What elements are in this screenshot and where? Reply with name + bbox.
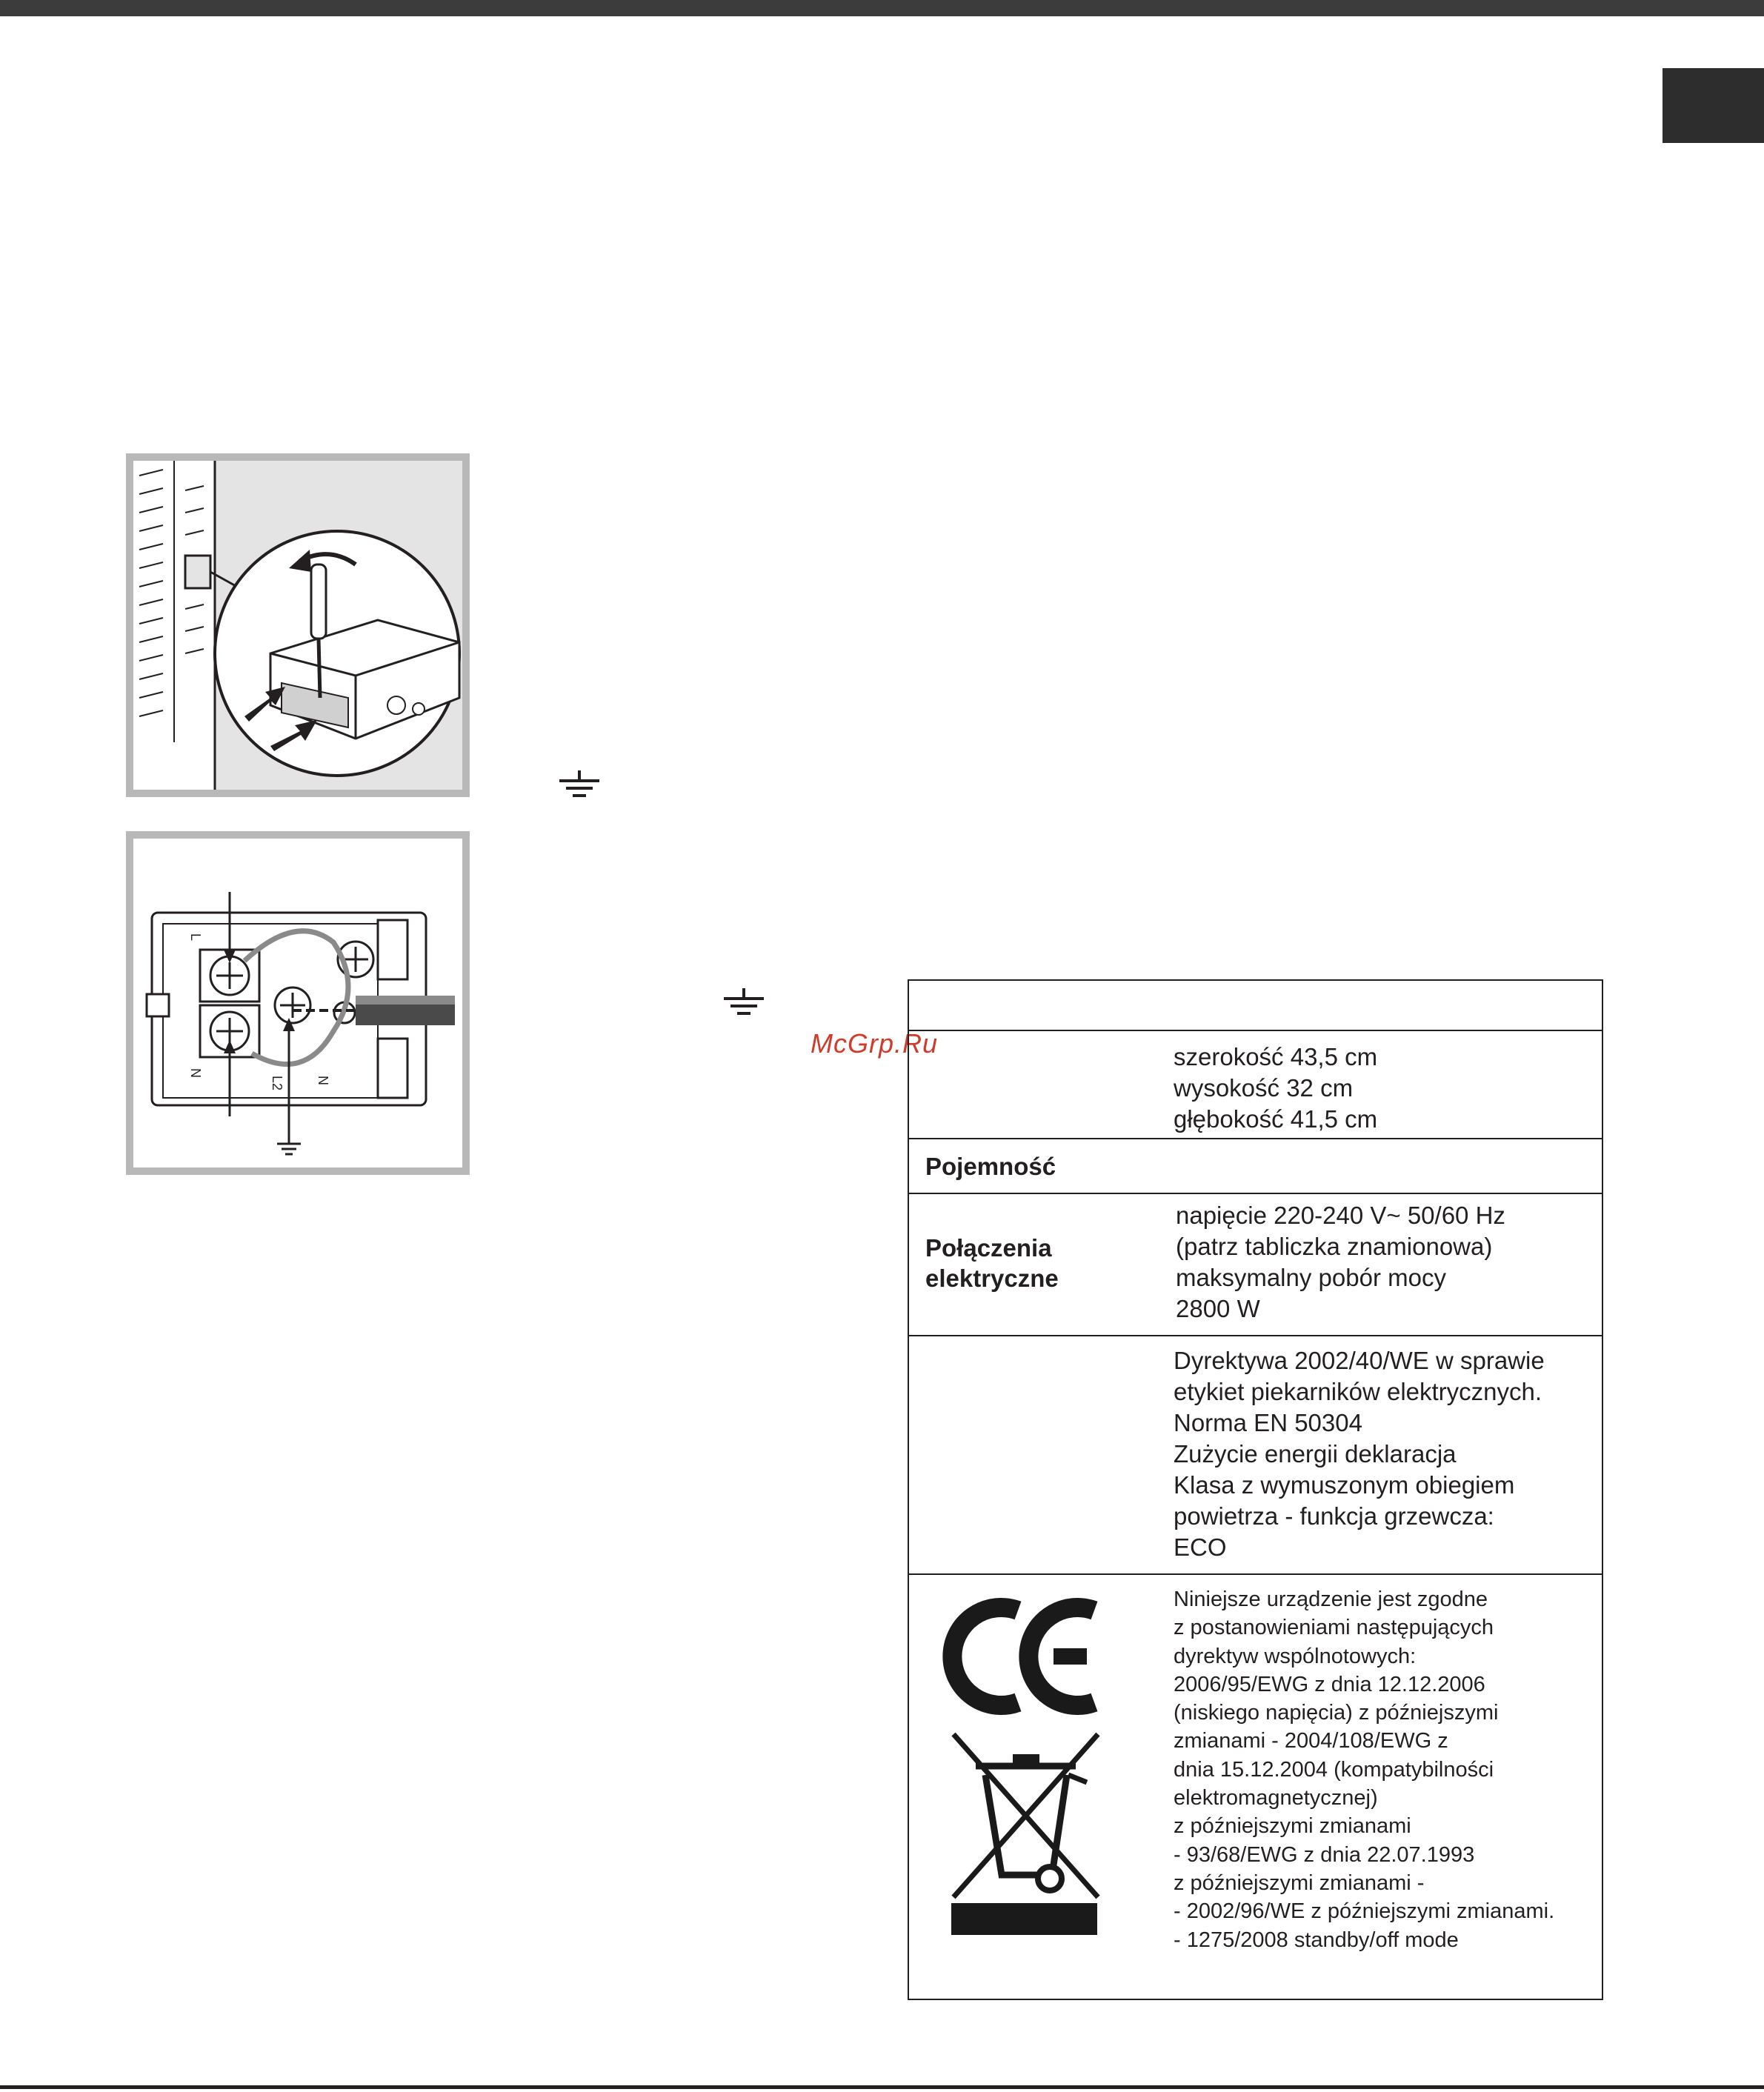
earth-ground-icon (722, 988, 765, 1018)
dimension-height: wysokość 32 cm (1174, 1074, 1354, 1102)
svg-text:CE: CE (950, 1588, 967, 1600)
crossed-out-bin-icon (950, 1730, 1102, 1901)
language-tab (1663, 68, 1764, 143)
terminal-label-n: N (188, 1068, 203, 1078)
terminal-label-l2: L2 (270, 1076, 284, 1091)
terminal-block-icon (133, 839, 462, 1167)
bottom-rule (0, 2085, 1764, 2089)
terminal-label-l: L (188, 933, 203, 942)
table-row-energy-label (909, 1336, 1602, 1575)
energy-label-values: Dyrektywa 2002/40/WE w sprawie etykiet piekarników elektrycznych. Norma EN 50304 Zużycie energii deklaracja Klasa z wymuszonym obiegiem powietrza - funkcja grzewcza: ECO (1174, 1347, 1545, 1561)
electrical-label: Połączenia elektryczne (925, 1234, 1059, 1292)
dimension-width: szerokość 43,5 cm (1174, 1043, 1378, 1070)
earth-ground-icon (558, 770, 601, 800)
max-power-value: 2800 W (1176, 1295, 1260, 1322)
max-power-label: maksymalny pobór mocy (1176, 1264, 1446, 1291)
rating-plate-note: (patrz tabliczka znamionowa) (1176, 1233, 1493, 1260)
figure-terminal-block-wiring (126, 831, 470, 1175)
compliance-values: Niniejsze urządzenie jest zgodne z postanowieniami następujących dyrektyw wspólnotowych: 2006/95/EWG z dnia 12.12.2006 (niskiego napięcia) z późniejszymi zmianami - 2004/108/EWG z dnia 15.12.2004 (kompatybilności elektromagnetycznej) z późniejszymi zmianami - 93/68/EWG z dnia 22.07.1993 z późniejszymi zmianami - - 2002/96/WE z późniejszymi zmianami. - 1275/2008 standby/off mode (1174, 1588, 1555, 1952)
ce-mark-icon (950, 1588, 1105, 1716)
specification-table (908, 979, 1603, 2000)
figure-terminal-box-opening (126, 453, 470, 797)
weee-bar (951, 1903, 1097, 1935)
voltage-value: napięcie 220-240 V~ 50/60 Hz (1176, 1202, 1505, 1229)
capacity-label: Pojemność (925, 1153, 1056, 1180)
table-row-dimensions (909, 1031, 1602, 1139)
dimension-depth: głębokość 41,5 cm (1174, 1105, 1378, 1133)
electrical-values (1176, 1200, 1505, 1325)
dimensions-values (1174, 1042, 1377, 1135)
table-row-capacity (909, 1139, 1602, 1194)
table-header-row (909, 981, 1602, 1031)
terminal-label-n2: N (316, 1076, 330, 1085)
screwdriver-lever-icon (133, 461, 462, 790)
table-row-electrical (909, 1194, 1602, 1336)
top-bar (0, 0, 1764, 16)
watermark: McGrp.Ru (811, 1028, 939, 1059)
table-row-compliance (909, 1575, 1602, 1999)
